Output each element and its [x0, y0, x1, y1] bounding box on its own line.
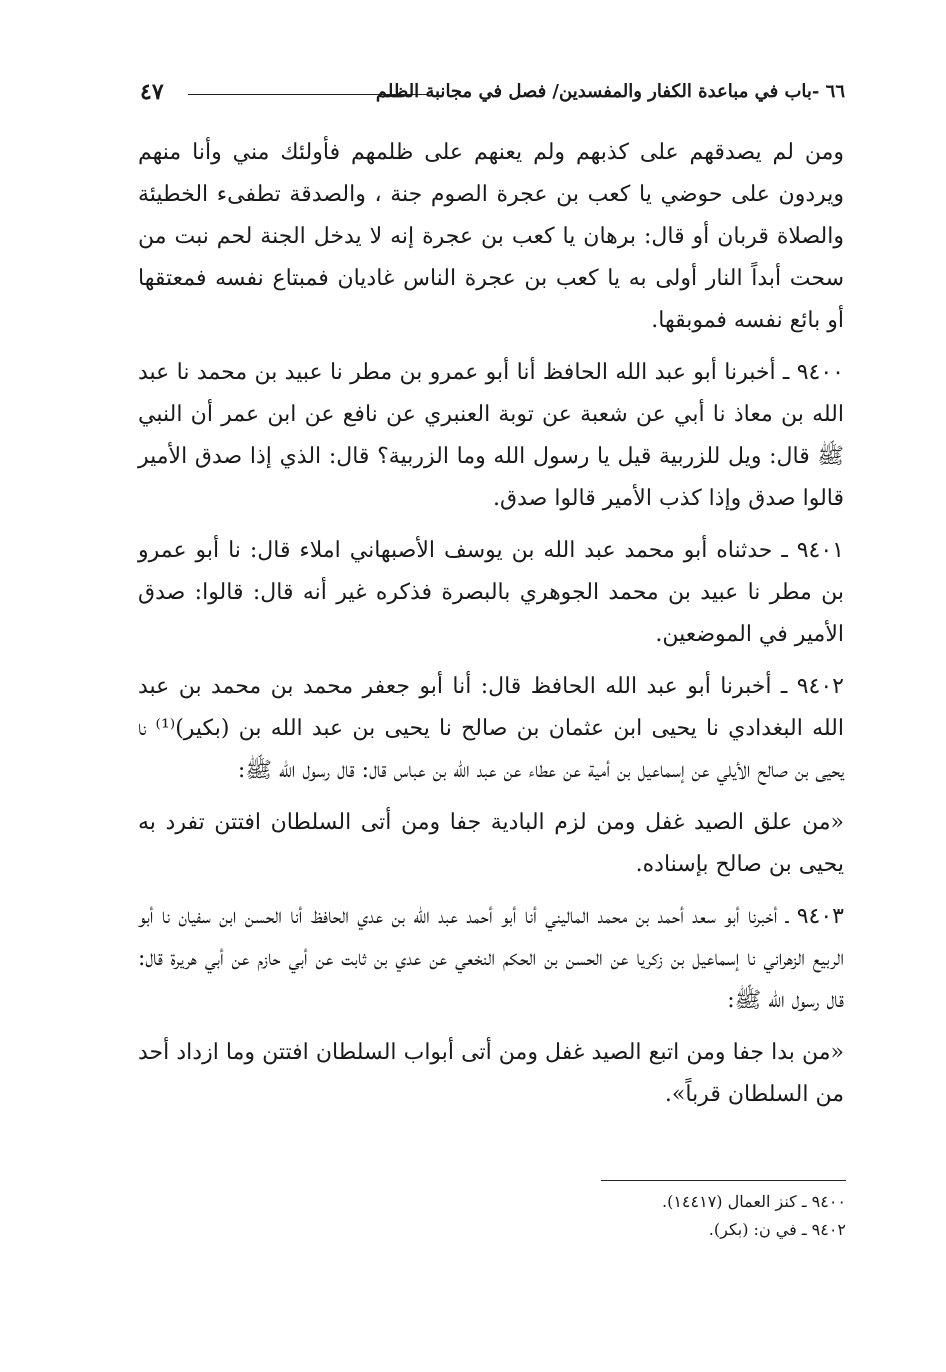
- page-number: ٤٧: [140, 79, 164, 105]
- running-title: ٦٦ -باب في مباعدة الكفار والمفسدين/ فصل في مجانبة الظلم: [375, 81, 845, 102]
- running-header: [140, 78, 845, 106]
- hadith-9402-text: «من علق الصيد غفل ومن لزم البادية جفا ومن أتى السلطان افتتن تفرد به يحيى بن صالح بإسناده.: [138, 810, 844, 877]
- hadith-9402: ٩٤٠٢ ـ أخبرنا أبو عبد الله الحافظ قال: أنا أبو جعفر محمد بن محمد بن عبد الله البغدادي نا يحيى ابن عثمان بن صالح نا يحيى بن عبد الله بن (بكير)⁽¹⁾ نا يحيى بن صالح الأيلي عن إسماعيل بن أمية عن عطاء عن عبد الله بن عباس قال: قال رسول الله ﷺ:: [138, 674, 844, 783]
- hadith-9400: ٩٤٠٠ ـ أخبرنا أبو عبد الله الحافظ أنا أبو عمرو بن مطر نا عبيد بن محمد نا عبد الله بن معاذ نا أبي عن شعبة عن توبة العنبري عن نافع عن ابن عمر أن النبي ﷺ قال: ويل للزربية قيل يا رسول الله وما الزربية؟ قال: الذي إذا صدق الأمير قالوا صدق وإذا كذب الأمير قالوا صدق.: [138, 360, 844, 511]
- paragraph-continuation: ومن لم يصدقهم على كذبهم ولم يعنهم على ظلمهم فأولئك مني وأنا منهم ويردون على حوضي يا كعب بن عجرة الصوم جنة ، والصدقة تطفىء الخطيئة والصلاة قربان أو قال: برهان يا كعب بن عجرة إنه لا يدخل الجنة لحم نبت من سحت أبداً النار أولى به يا كعب بن عجرة الناس غاديان فمبتاع نفسه فمعتقها أو بائع نفسه فموبقها.: [138, 140, 844, 333]
- footnote-9402: ٩٤٠٢ ـ في ن: (بكر).: [708, 1220, 846, 1239]
- hadith-9403: ٩٤٠٣ ـ أخبرنا أبو سعد أحمد بن محمد الماليني أنا أبو أحمد عبد الله بن عدي الحافظ أنا الحسن ابن سفيان نا أبو الربيع الزهراني نا إسماعيل بن زكريا عن الحسن بن الحكم النخعي عن عدي بن ثابت عن أبي حازم عن أبي هريرة قال: قال رسول الله ﷺ:: [138, 904, 844, 1013]
- footnote-separator: [601, 1180, 846, 1181]
- hadith-9401: ٩٤٠١ ـ حدثناه أبو محمد عبد الله بن يوسف الأصبهاني املاء قال: نا أبو عمرو بن مطر نا عبيد بن محمد الجوهري بالبصرة فذكره غير أنه قال: قالوا: صدق الأمير في الموضعين.: [138, 538, 844, 647]
- footnotes: [246, 1188, 846, 1244]
- hadith-9403-text: «من بدا جفا ومن اتبع الصيد غفل ومن أتى أبواب السلطان افتتن وما ازداد أحد من السلطان قرباً».: [138, 1040, 844, 1107]
- main-text: [138, 132, 844, 1126]
- footnote-9400: ٩٤٠٠ ـ كنز العمال (١٤٤١٧).: [661, 1192, 846, 1211]
